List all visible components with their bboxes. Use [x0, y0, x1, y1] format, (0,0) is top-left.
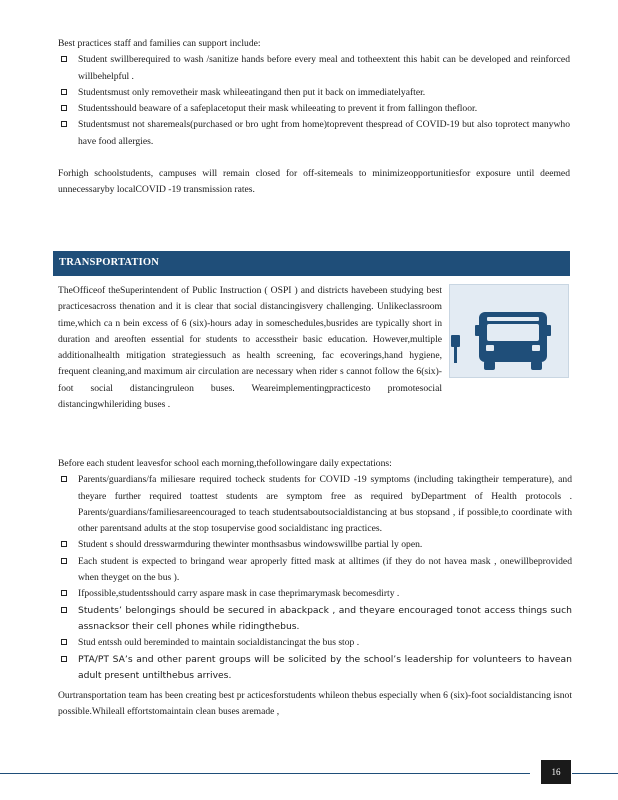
- square-bullet-icon: [61, 639, 67, 645]
- list-item: Student s should dresswarmduring thewinter monthsasbus windowswillbe partial ly open.: [58, 537, 572, 553]
- list-item: Ifpossible,studentsshould carry aspare mask in case theprimarymask becomesdirty .: [58, 586, 572, 602]
- list-item: Studentsmust only removetheir mask whileeatingand then put it back on immediatelyafter.: [58, 85, 570, 101]
- page-number: 16: [541, 760, 571, 784]
- expectations-lead: Before each student leavesfor school each morning,thefollowingare daily expectations:: [58, 458, 392, 469]
- expectations-bullet-list: [58, 472, 572, 684]
- footer-rule-right: [572, 773, 618, 774]
- list-item: Studentsmust not sharemeals(purchased or bro ught from home)toprevent thespread of COVID-19 but also toprotect manywho have food allergies.: [58, 117, 570, 150]
- intro-section: [58, 36, 570, 199]
- bus-illustration: [450, 285, 570, 379]
- list-item: PTA/PT SA’s and other parent groups will be solicited by the school’s leadership for volunteers to havean adult present untilthebus arrives.: [58, 652, 572, 685]
- square-bullet-icon: [61, 558, 67, 564]
- school-bus-icon: [449, 284, 569, 378]
- list-item: Each student is expected to bringand wear aproperly fitted mask at alltimes (if they do not havea mask , onewillbeprovided when theyget on the bus ).: [58, 554, 572, 587]
- square-bullet-icon: [61, 607, 67, 613]
- footer-rule-left: [0, 773, 530, 774]
- square-bullet-icon: [61, 656, 67, 662]
- square-bullet-icon: [61, 89, 67, 95]
- square-bullet-icon: [61, 590, 67, 596]
- intro-lead: Best practices staff and families can support include:: [58, 38, 261, 49]
- list-item: Students’ belongings should be secured in abackpack , and theyare encouraged tonot access things such assnacksor their cell phones while ridingthebus.: [58, 603, 572, 636]
- intro-closing-paragraph: Forhigh schoolstudents, campuses will remain closed for off-sitemeals to minimizeopportunitiesfor exposure until deemed unnecessaryby localCOVID -19 transmission rates.: [58, 168, 570, 196]
- intro-bullet-list: [58, 52, 570, 150]
- transport-intro-paragraph: TheOfficeof theSuperintendent of Public Instruction ( OSPI ) and districts havebeen studying best practicesacross thenation and it is clear that social distancingisvery challenging. Unlikeclassroom time,which ca n bein excess of 6 (six)-hours aday in someschedules,busrides are typically short in duration and areoften essential for students to accesstheir basic education. However,multiple additionalhealth mitigation strategiessuch as health screening, fac ecoverings,hand hygiene, frequent cleaning,and maximum air circulation are necessary when rider s cannot follow the 6(six)-foot social distancingruleon buses. Weareimplementingpracticesto promotesocial distancingwhileriding buses .: [58, 285, 442, 411]
- square-bullet-icon: [61, 105, 67, 111]
- list-item: Studentsshould beaware of a safeplacetoput their mask whileeating to prevent it from fallingon thefloor.: [58, 101, 570, 117]
- transportation-header-bar: [53, 251, 570, 276]
- transport-expectations: [58, 456, 572, 721]
- list-item: Stud entssh ould bereminded to maintain socialdistancingat the bus stop .: [58, 635, 572, 651]
- list-item: Parents/guardians/fa miliesare required tocheck students for COVID -19 symptoms (including takingtheir temperature), and theyare further required toattest students are symptom free as required byDepartment of Health protocols . Parents/guardians/familiesareencouraged to teach studentsaboutsocialdistancing at bus stopsand , if possible,to coordinate with other parentsand adults at the stop tosupervise good socialdistanc ing practices.: [58, 472, 572, 537]
- section-title: TRANSPORTATION: [59, 257, 160, 268]
- square-bullet-icon: [61, 476, 67, 482]
- square-bullet-icon: [61, 541, 67, 547]
- square-bullet-icon: [61, 121, 67, 127]
- list-item: Student swillberequired to wash /sanitize hands before every meal and totheextent this habit can be developed and reinforced willbehelpful .: [58, 52, 570, 85]
- transport-closing-paragraph: Ourtransportation team has been creating best pr acticesforstudents whileon thebus especially when 6 (six)-foot socialdistancing isnot possible.Whileall effortstomaintain clean buses aremade ,: [58, 690, 572, 718]
- square-bullet-icon: [61, 56, 67, 62]
